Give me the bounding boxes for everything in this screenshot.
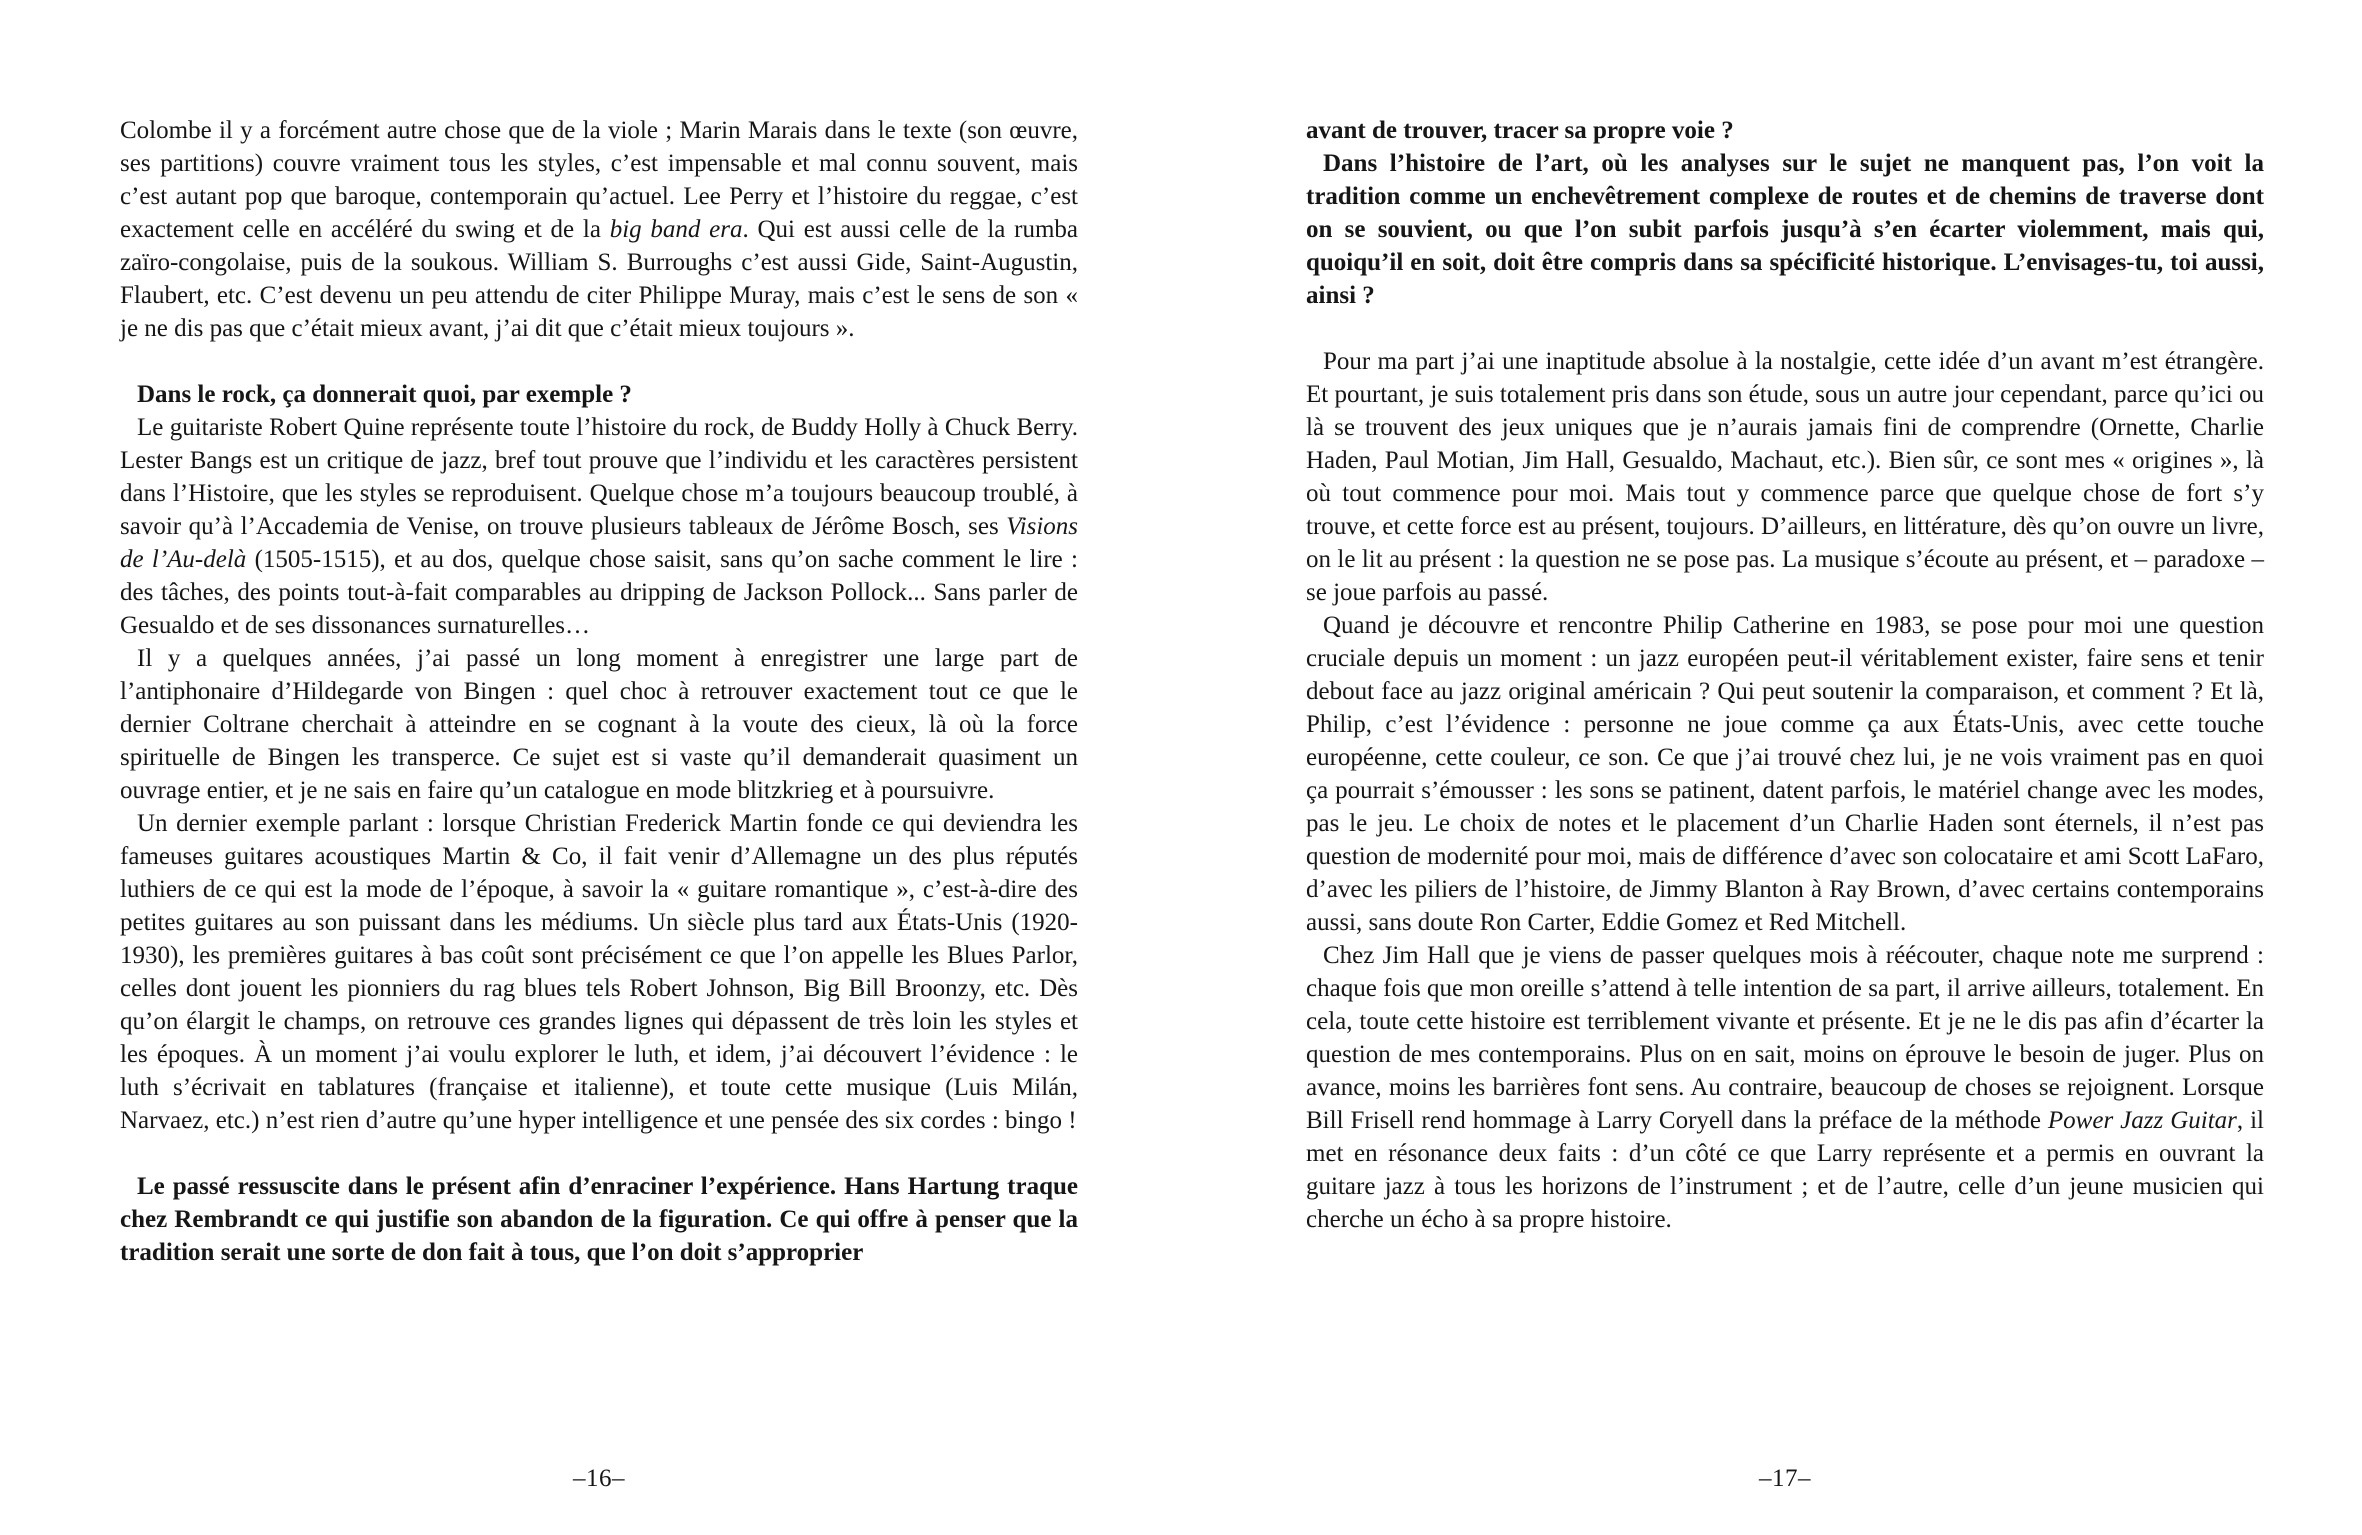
text-run: , il met en résonance deux faits : d’un côté ce que Larry représente et a permis en ouvrant la guitare jazz à tous les horizons de l’instrument ; et de l’autre, celle d’un jeune musicien qui cherche un écho à sa propre histoire. <box>1306 1107 2264 1233</box>
question-paragraph <box>1306 114 2264 147</box>
text-run: Chez Jim Hall que je viens de passer quelques mois à réécouter, chaque note me surprend : chaque fois que mon oreille s’attend à telle intention de sa part, il arrive ailleurs, totalement. En cela, toute cette histoire est terriblement vivante et présente. Et je ne le dis pas afin d’écarter la question de mes contemporains. Plus on en sait, moins on éprouve le besoin de juger. Plus on avance, moins les barrières font sens. Au contraire, beaucoup de choses se rejoignent. Lorsque Bill Frisell rend hommage à Larry Coryell dans la préface de la méthode <box>1306 942 2264 1134</box>
page-17-text <box>1306 114 2264 1236</box>
italic-text-run: Power Jazz Guitar <box>2047 1107 2237 1134</box>
question-paragraph <box>120 378 1078 411</box>
text-run: Quand je découvre et rencontre Philip Catherine en 1983, se pose pour moi une question cruciale depuis un moment : un jazz européen peut-il véritablement exister, faire sens et tenir debout face au jazz original américain ? Qui peut soutenir la comparaison, et comment ? Et là, Philip, c’est l’évidence : personne ne joue comme ça aux États-Unis, avec cette touche européenne, cette couleur, ce son. Ce que j’ai trouvé chez lui, je ne vois vraiment pas en quoi ça pourrait s’émousser : les sons se patinent, datent parfois, le matériel change avec les modes, pas le jeu. Le choix de notes et le placement d’un Charlie Haden sont éternels, il n’est pas question de modernité pour moi, mais de différence d’avec son colocataire et ami Scott LaFaro, d’avec les piliers de l’histoire, de Jimmy Blanton à Ray Brown, d’avec certains contemporains aussi, sans doute Ron Carter, Eddie Gomez et Red Mitchell. <box>1306 612 2264 936</box>
body-paragraph <box>120 642 1078 807</box>
body-paragraph <box>120 411 1078 642</box>
page-16 <box>120 0 1078 1535</box>
text-run: Le guitariste Robert Quine représente toute l’histoire du rock, de Buddy Holly à Chuck Berry. Lester Bangs est un critique de jazz, bref tout prouve que l’individu et les caractères persistent dans l’Histoire, que les styles se reproduisent. Quelque chose m’a toujours beaucoup troublé, à savoir qu’à l’Accademia de Venise, on trouve plusieurs tableaux de Jérôme Bosch, ses <box>120 414 1078 540</box>
text-run: avant de trouver, tracer sa propre voie ? <box>1306 117 1734 144</box>
text-run: Un dernier exemple parlant : lorsque Christian Frederick Martin fonde ce qui deviendra les fameuses guitares acoustiques Martin & Co, il fait venir d’Allemagne un des plus réputés luthiers de ce qui est la mode de l’époque, à savoir la « guitare romantique », c’est-à-dire des petites guitares au son puissant dans les médiums. Un siècle plus tard aux États-Unis (1920-1930), les premières guitares à bas coût sont précisément ce que l’on appelle les Blues Parlor, celles dont jouent les pionniers du rag blues tels Robert Johnson, Big Bill Broonzy, etc. Dès qu’on élargit le champs, on retrouve ces grandes lignes qui dépassent de très loin les styles et les époques. À un moment j’ai voulu explorer le luth, et idem, j’ai découvert l’évidence : le luth s’écrivait en tablatures (française et italienne), et toute cette musique (Luis Milán, Narvaez, etc.) n’est rien d’autre qu’une hyper intelligence et une pensée des six cordes : bingo ! <box>120 810 1078 1134</box>
italic-text-run: big band era <box>609 216 743 243</box>
body-paragraph <box>120 807 1078 1137</box>
text-run: Dans le rock, ça donnerait quoi, par exemple ? <box>137 381 632 408</box>
text-run: Il y a quelques années, j’ai passé un long moment à enregistrer une large part de l’antiphonaire d’Hildegarde von Bingen : quel choc à retrouver exactement tout ce que le dernier Coltrane cherchait à atteindre en se cognant à la voute des cieux, là où la force spirituelle de Bingen les transperce. Ce sujet est si vaste qu’il demanderait quasiment un ouvrage entier, et je ne sais en faire qu’un catalogue en mode blitzkrieg et à poursuivre. <box>120 645 1078 804</box>
body-paragraph <box>1306 609 2264 939</box>
question-paragraph <box>120 1170 1078 1269</box>
text-run: Colombe il y a forcément autre chose que de la viole ; Marin Marais dans le texte (son œuvre, ses partitions) couvre vraiment tous les styles, c’est impensable et mal connu souvent, mais c’est autant pop que baroque, contemporain qu’actuel. Lee Perry et l’histoire du reggae, c’est exactement celle en accéléré du swing et de la <box>120 117 1078 243</box>
text-run: Dans l’histoire de l’art, où les analyses sur le sujet ne manquent pas, l’on voit la tradition comme un enchevêtrement complexe de routes et de chemins de traverse dont on se souvient, ou que l’on subit parfois jusqu’à s’en écarter violemment, mais qui, quoiqu’il en soit, doit être compris dans sa spécificité historique. L’envisages-tu, toi aussi, ainsi ? <box>1306 150 2264 309</box>
body-paragraph <box>120 114 1078 345</box>
page-17 <box>1306 0 2264 1535</box>
question-paragraph <box>1306 147 2264 312</box>
page-16-number: –16– <box>573 1465 625 1492</box>
italic-text-run: Visions de l’Au-delà <box>120 513 1078 573</box>
body-paragraph <box>1306 939 2264 1236</box>
page-17-number: –17– <box>1759 1465 1811 1492</box>
text-run: Pour ma part j’ai une inaptitude absolue à la nostalgie, cette idée d’un avant m’est étrangère. Et pourtant, je suis totalement pris dans son étude, sous un autre jour cependant, parce qu’ici ou là se trouvent des jeux uniques que je n’aurais jamais fini de comprendre (Ornette, Charlie Haden, Paul Motian, Jim Hall, Gesualdo, Machaut, etc.). Bien sûr, ce sont mes « origines », là où tout commence pour moi. Mais tout y commence parce que quelque chose de fort s’y trouve, et cette force est au présent, toujours. D’ailleurs, en littérature, dès qu’on ouvre un livre, on le lit au présent : la question ne se pose pas. La musique s’écoute au présent, et – paradoxe – se joue parfois au passé. <box>1306 348 2264 606</box>
text-run: . Qui est aussi celle de la rumba zaïro-congolaise, puis de la soukous. William S. Burroughs c’est aussi Gide, Saint-Augustin, Flaubert, etc. C’est devenu un peu attendu de citer Philippe Muray, mais c’est le sens de son « je ne dis pas que c’était mieux avant, j’ai dit que c’était mieux toujours ». <box>120 216 1078 342</box>
page-16-text <box>120 114 1078 1269</box>
text-run: (1505-1515), et au dos, quelque chose saisit, sans qu’on sache comment le lire : des tâches, des points tout-à-fait comparables au dripping de Jackson Pollock... Sans parler de Gesualdo et de ses dissonances surnaturelles… <box>120 546 1078 639</box>
body-paragraph <box>1306 345 2264 609</box>
text-run: Le passé ressuscite dans le présent afin d’enraciner l’expérience. Hans Hartung traque chez Rembrandt ce qui justifie son abandon de la figuration. Ce qui offre à penser que la tradition serait une sorte de don fait à tous, que l’on doit s’approprier <box>120 1173 1078 1266</box>
